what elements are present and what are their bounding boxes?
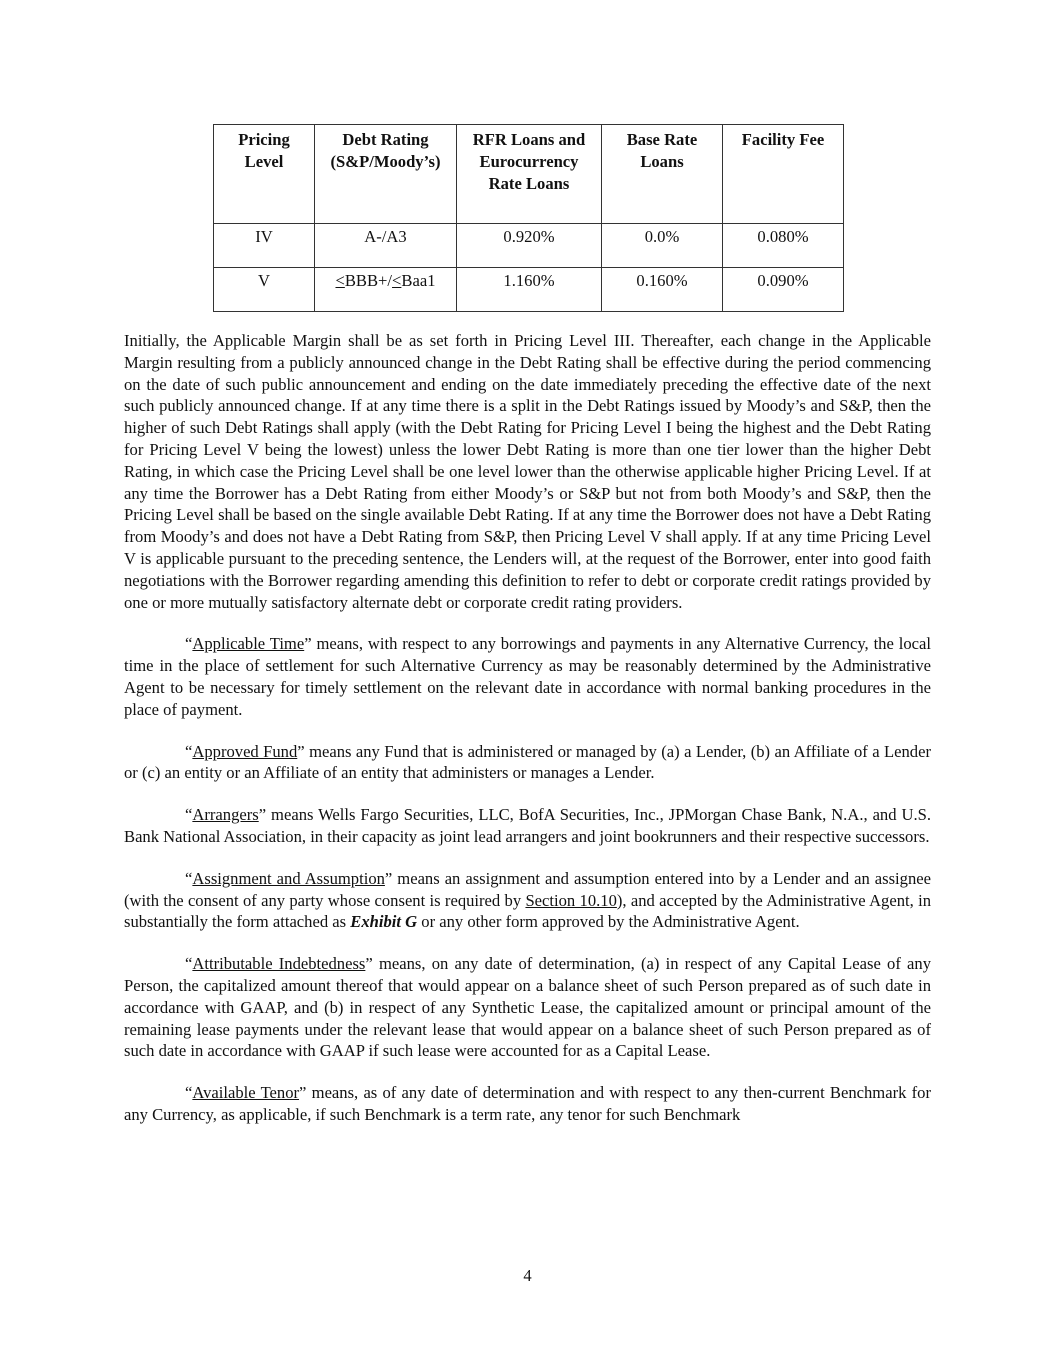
table-row xyxy=(214,268,844,312)
definition-text: means an assignment and assumption entered into by a Lender and an assignee (with the consent of any party whose consent is required by xyxy=(124,868,931,910)
section-reference: Section 10.10 xyxy=(525,890,617,910)
less-equal-symbol: < xyxy=(335,271,345,290)
defined-term: Approved Fund xyxy=(192,741,298,761)
defined-term: Arrangers xyxy=(192,805,259,825)
rating-text: A-/A3 xyxy=(364,227,407,246)
definition-text: means, as of any date of determination and with respect to any then-current Benchmark for any Currency, as applicable, if such Benchmark is a term rate, any tenor for such Benchmark xyxy=(124,1083,931,1124)
cell-pricing-level: IV xyxy=(214,224,315,268)
applicable-margin-paragraph: Initially, the Applicable Margin shall be as set forth in Pricing Level III. Thereafter, each change in the Applicable Margin resulting from a publicly announced change in the Debt Rating shall be effective during the period commencing on the date of such public announcement and ending on the date immediately preceding the effective date of the next such publicly announced change. If at any time there is a split in the Debt Ratings issued by Moody’s and S&P, then the higher of such Debt Ratings shall apply (with the Debt Rating for Pricing Level I being the highest and the Debt Rating for Pricing Level V being the lowest) unless the lower Debt Rating is more than one tier lower than the higher Debt Rating, in which case the Pricing Level shall be one level lower than the otherwise applicable higher Pricing Level. If at any time the Borrower has a Debt Rating from either Moody’s or S&P but not from both Moody’s and S&P, then the Pricing Level shall be based on the single available Debt Rating. If at any time the Borrower does not have a Debt Rating from Moody’s and does not have a Debt Rating from S&P, then Pricing Level V shall apply. If at any time Pricing Level V is applicable pursuant to the preceding sentence, the Lenders will, at the request of the Borrower, enter into good faith negotiations with the Borrower regarding amending this definition to refer to debt or corporate credit ratings provided by one or more mutually satisfactory alternate debt or corporate credit rating providers. xyxy=(124,331,931,612)
definition-attributable-indebtedness: “Attributable Indebtedness” means, on any date of determination, (a) in respect of any Capital Lease of any Person, the capitalized amount thereof that would appear on a balance sheet of such Person prepared as of such date in accordance with GAAP, and (b) in respect of any Synthetic Lease, the capitalized amount or principal amount of the remaining lease payments under the relevant lease that would appear on a balance sheet of such Person prepared as of such date in accordance with GAAP if such lease were accounted for as a Capital Lease. xyxy=(124,954,931,1061)
header-pricing-level: Pricing Level xyxy=(214,125,315,224)
header-base-rate-loans: Base Rate Loans xyxy=(602,125,723,224)
definition-text: means, with respect to any borrowings and payments in any Alternative Currency, the local time in the place of settlement for such Alternative Currency as may be reasonably determined by the Administrative Agent to be necessary for timely settlement on the relevant date in accordance with normal banking procedures in the place of payment. xyxy=(124,634,931,719)
cell-pricing-level: V xyxy=(214,268,315,312)
defined-term: Available Tenor xyxy=(192,1083,300,1103)
definition-available-tenor: “Available Tenor” means, as of any date of determination and with respect to any then-current Benchmark for any Currency, as applicable, if such Benchmark is a term rate, any tenor for such Benchmark xyxy=(124,1083,931,1124)
cell-rfr-rate: 1.160% xyxy=(457,268,602,312)
definition-approved-fund: “Approved Fund” means any Fund that is administered or managed by (a) a Lender, (b) an Affiliate of a Lender or (c) an entity or an Affiliate of an entity that administers or manages a Lender. xyxy=(124,741,931,783)
table-row xyxy=(214,224,844,268)
definition-applicable-time: “Applicable Time” means, with respect to any borrowings and payments in any Alternative Currency, the local time in the place of settlement for such Alternative Currency as may be reasonably determined by the Administrative Agent to be necessary for timely settlement on the relevant date in accordance with normal banking procedures in the place of payment. xyxy=(124,634,931,719)
definition-assignment-and-assumption: “Assignment and Assumption” means an assignment and assumption entered into by a Lender and an assignee (with the consent of any party whose consent is required by Section 10.10), and accepted by the Administrative Agent, in substantially the form attached as Exhibit G or any other form approved by the Administrative Agent. xyxy=(124,868,932,932)
page-number: 4 xyxy=(523,1266,532,1285)
rating-text: BBB+/ xyxy=(344,271,393,290)
cell-debt-rating xyxy=(315,224,457,268)
cell-debt-rating xyxy=(315,268,457,312)
definition-arrangers: “Arrangers” means Wells Fargo Securities, LLC, BofA Securities, Inc., JPMorgan Chase Bank, N.A., and U.S. Bank National Association, in their capacity as joint lead arrangers and joint bookrunners and their respective successors. xyxy=(124,805,931,846)
pricing-table xyxy=(213,124,844,312)
cell-base-rate: 0.0% xyxy=(602,224,723,268)
defined-term: Assignment and Assumption xyxy=(192,868,385,888)
definition-text: means Wells Fargo Securities, LLC, BofA Securities, Inc., JPMorgan Chase Bank, N.A., and U.S. Bank National Association, in their capacity as joint lead arrangers and joint bookrunners and their respective successors. xyxy=(124,805,931,846)
header-debt-rating: Debt Rating (S&P/Moody’s) xyxy=(315,125,457,224)
rating-text: Baa1 xyxy=(401,271,436,290)
definition-text: or any other form approved by the Administrative Agent. xyxy=(417,912,800,932)
exhibit-reference: Exhibit G xyxy=(350,912,418,932)
definition-text: means, on any date of determination, (a) in respect of any Capital Lease of any Person, the capitalized amount thereof that would appear on a balance sheet of such Person prepared as of such date in accordance with GAAP, and (b) in respect of any Synthetic Lease, the capitalized amount or principal amount of the remaining lease payments under the relevant lease that would appear on a balance sheet of such Person prepared as of such date in accordance with GAAP if such lease were accounted for as a Capital Lease. xyxy=(124,954,931,1061)
definition-text: ), and accepted by the Administrative Agent, in substantially the form attached as xyxy=(124,890,932,932)
body-text xyxy=(124,330,931,1146)
header-rfr-loans: RFR Loans and Eurocurrency Rate Loans xyxy=(457,125,602,224)
cell-facility-fee: 0.090% xyxy=(723,268,844,312)
definition-text: means any Fund that is administered or managed by (a) a Lender, (b) an Affiliate of a Lender or (c) an entity or an Affiliate of an entity that administers or manages a Lender. xyxy=(124,741,931,783)
defined-term: Attributable Indebtedness xyxy=(192,954,366,974)
cell-base-rate: 0.160% xyxy=(602,268,723,312)
less-equal-symbol: < xyxy=(392,271,402,290)
cell-rfr-rate: 0.920% xyxy=(457,224,602,268)
cell-facility-fee: 0.080% xyxy=(723,224,844,268)
defined-term: Applicable Time xyxy=(192,634,305,654)
header-facility-fee: Facility Fee xyxy=(723,125,844,224)
table-header-row xyxy=(214,125,844,224)
